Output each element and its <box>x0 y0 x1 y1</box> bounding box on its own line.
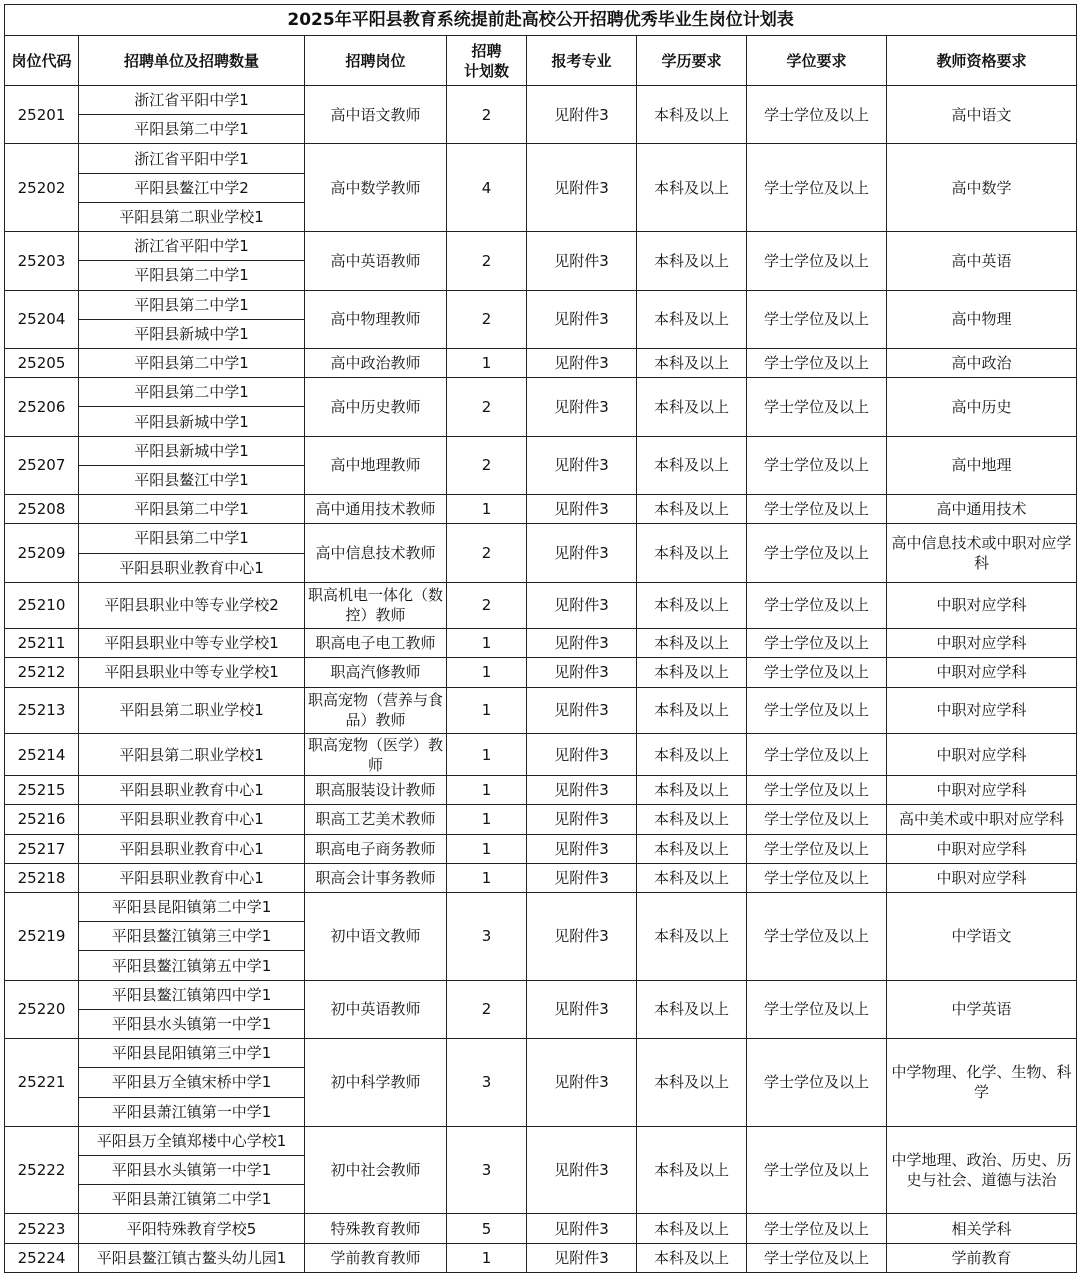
cell-code: 25206 <box>5 378 79 436</box>
cell-degree: 学士学位及以上 <box>747 776 887 805</box>
cell-qualification: 高中信息技术或中职对应学科 <box>887 524 1077 582</box>
cell-count: 1 <box>447 495 527 524</box>
cell-unit: 平阳县第二中学1 <box>79 290 305 319</box>
cell-major: 见附件3 <box>527 1126 637 1214</box>
table-title: 2025年平阳县教育系统提前赴高校公开招聘优秀毕业生岗位计划表 <box>5 5 1077 36</box>
cell-count: 1 <box>447 687 527 733</box>
cell-major: 见附件3 <box>527 144 637 232</box>
cell-position: 职高宠物（营养与食品）教师 <box>305 687 447 733</box>
cell-degree: 学士学位及以上 <box>747 348 887 377</box>
cell-unit: 浙江省平阳中学1 <box>79 232 305 261</box>
cell-count: 4 <box>447 144 527 232</box>
cell-major: 见附件3 <box>527 86 637 144</box>
cell-position: 职高机电一体化（数控）教师 <box>305 582 447 628</box>
recruitment-plan-table <box>4 4 1077 1273</box>
cell-code: 25212 <box>5 658 79 687</box>
table-row <box>5 436 1077 465</box>
cell-major: 见附件3 <box>527 290 637 348</box>
cell-count: 2 <box>447 524 527 582</box>
table-row <box>5 629 1077 658</box>
cell-unit: 平阳县万全镇郑楼中心学校1 <box>79 1126 305 1155</box>
cell-education: 本科及以上 <box>637 495 747 524</box>
cell-position: 高中数学教师 <box>305 144 447 232</box>
cell-unit: 平阳县万全镇宋桥中学1 <box>79 1068 305 1097</box>
cell-position: 特殊教育教师 <box>305 1214 447 1243</box>
cell-qualification: 中职对应学科 <box>887 658 1077 687</box>
cell-code: 25214 <box>5 733 79 775</box>
cell-unit: 平阳县第二中学1 <box>79 495 305 524</box>
table-row <box>5 980 1077 1009</box>
cell-position: 高中地理教师 <box>305 436 447 494</box>
cell-major: 见附件3 <box>527 582 637 628</box>
cell-degree: 学士学位及以上 <box>747 629 887 658</box>
cell-code: 25203 <box>5 232 79 290</box>
cell-education: 本科及以上 <box>637 658 747 687</box>
cell-code: 25221 <box>5 1039 79 1127</box>
cell-major: 见附件3 <box>527 658 637 687</box>
cell-unit: 平阳县水头镇第一中学1 <box>79 1156 305 1185</box>
cell-qualification: 中职对应学科 <box>887 629 1077 658</box>
cell-unit: 浙江省平阳中学1 <box>79 86 305 115</box>
header-plan-line1: 招聘 <box>471 41 502 60</box>
header-position: 招聘岗位 <box>305 36 447 86</box>
cell-qualification: 中职对应学科 <box>887 776 1077 805</box>
header-education: 学历要求 <box>637 36 747 86</box>
cell-degree: 学士学位及以上 <box>747 232 887 290</box>
cell-count: 2 <box>447 436 527 494</box>
table-row <box>5 1126 1077 1155</box>
cell-unit: 平阳县鳌江镇第四中学1 <box>79 980 305 1009</box>
cell-education: 本科及以上 <box>637 86 747 144</box>
cell-position: 高中物理教师 <box>305 290 447 348</box>
table-row <box>5 144 1077 173</box>
cell-count: 2 <box>447 980 527 1038</box>
cell-degree: 学士学位及以上 <box>747 980 887 1038</box>
cell-count: 2 <box>447 582 527 628</box>
cell-qualification: 中职对应学科 <box>887 582 1077 628</box>
cell-education: 本科及以上 <box>637 524 747 582</box>
cell-degree: 学士学位及以上 <box>747 1214 887 1243</box>
cell-education: 本科及以上 <box>637 582 747 628</box>
cell-position: 职高宠物（医学）教师 <box>305 733 447 775</box>
cell-unit: 平阳县职业教育中心1 <box>79 553 305 582</box>
cell-unit: 平阳县新城中学1 <box>79 319 305 348</box>
table-row <box>5 524 1077 553</box>
cell-code: 25209 <box>5 524 79 582</box>
cell-qualification: 中职对应学科 <box>887 733 1077 775</box>
cell-code: 25208 <box>5 495 79 524</box>
cell-unit: 平阳特殊教育学校5 <box>79 1214 305 1243</box>
cell-degree: 学士学位及以上 <box>747 1243 887 1272</box>
cell-count: 3 <box>447 893 527 981</box>
cell-unit: 平阳县第二中学1 <box>79 115 305 144</box>
cell-education: 本科及以上 <box>637 436 747 494</box>
table-row <box>5 805 1077 834</box>
cell-qualification: 学前教育 <box>887 1243 1077 1272</box>
cell-qualification: 高中美术或中职对应学科 <box>887 805 1077 834</box>
cell-degree: 学士学位及以上 <box>747 863 887 892</box>
cell-major: 见附件3 <box>527 893 637 981</box>
table-row <box>5 863 1077 892</box>
cell-position: 职高会计事务教师 <box>305 863 447 892</box>
cell-count: 1 <box>447 863 527 892</box>
cell-position: 高中通用技术教师 <box>305 495 447 524</box>
cell-unit: 平阳县昆阳镇第二中学1 <box>79 893 305 922</box>
cell-code: 25222 <box>5 1126 79 1214</box>
cell-qualification: 高中通用技术 <box>887 495 1077 524</box>
table-row <box>5 687 1077 733</box>
cell-unit: 平阳县新城中学1 <box>79 407 305 436</box>
cell-code: 25219 <box>5 893 79 981</box>
cell-count: 2 <box>447 232 527 290</box>
cell-education: 本科及以上 <box>637 893 747 981</box>
cell-unit: 平阳县职业教育中心1 <box>79 805 305 834</box>
cell-qualification: 高中政治 <box>887 348 1077 377</box>
cell-degree: 学士学位及以上 <box>747 144 887 232</box>
cell-major: 见附件3 <box>527 1243 637 1272</box>
cell-education: 本科及以上 <box>637 378 747 436</box>
header-code: 岗位代码 <box>5 36 79 86</box>
cell-education: 本科及以上 <box>637 1039 747 1127</box>
cell-qualification: 中职对应学科 <box>887 687 1077 733</box>
cell-position: 职高电子商务教师 <box>305 834 447 863</box>
cell-count: 1 <box>447 834 527 863</box>
cell-qualification: 高中英语 <box>887 232 1077 290</box>
cell-major: 见附件3 <box>527 776 637 805</box>
cell-degree: 学士学位及以上 <box>747 687 887 733</box>
cell-unit: 平阳县萧江镇第一中学1 <box>79 1097 305 1126</box>
cell-education: 本科及以上 <box>637 144 747 232</box>
cell-qualification: 中学语文 <box>887 893 1077 981</box>
cell-major: 见附件3 <box>527 232 637 290</box>
cell-code: 25213 <box>5 687 79 733</box>
cell-code: 25220 <box>5 980 79 1038</box>
cell-unit: 平阳县职业教育中心1 <box>79 776 305 805</box>
table-row <box>5 1039 1077 1068</box>
cell-unit: 平阳县鳌江中学1 <box>79 465 305 494</box>
cell-education: 本科及以上 <box>637 687 747 733</box>
cell-qualification: 高中物理 <box>887 290 1077 348</box>
table-row <box>5 582 1077 628</box>
cell-education: 本科及以上 <box>637 1243 747 1272</box>
cell-count: 3 <box>447 1126 527 1214</box>
cell-code: 25217 <box>5 834 79 863</box>
cell-qualification: 高中历史 <box>887 378 1077 436</box>
cell-degree: 学士学位及以上 <box>747 495 887 524</box>
cell-major: 见附件3 <box>527 348 637 377</box>
table-row <box>5 290 1077 319</box>
header-plan-line2: 计划数 <box>463 61 509 80</box>
cell-count: 5 <box>447 1214 527 1243</box>
cell-position: 高中政治教师 <box>305 348 447 377</box>
cell-code: 25201 <box>5 86 79 144</box>
cell-unit: 平阳县职业中等专业学校1 <box>79 629 305 658</box>
cell-code: 25204 <box>5 290 79 348</box>
cell-degree: 学士学位及以上 <box>747 733 887 775</box>
cell-position: 职高服装设计教师 <box>305 776 447 805</box>
cell-education: 本科及以上 <box>637 348 747 377</box>
cell-major: 见附件3 <box>527 495 637 524</box>
cell-code: 25224 <box>5 1243 79 1272</box>
cell-degree: 学士学位及以上 <box>747 658 887 687</box>
cell-education: 本科及以上 <box>637 805 747 834</box>
cell-education: 本科及以上 <box>637 776 747 805</box>
cell-count: 1 <box>447 658 527 687</box>
table-row <box>5 733 1077 775</box>
cell-degree: 学士学位及以上 <box>747 1126 887 1214</box>
cell-major: 见附件3 <box>527 687 637 733</box>
cell-position: 初中科学教师 <box>305 1039 447 1127</box>
cell-code: 25215 <box>5 776 79 805</box>
cell-qualification: 相关学科 <box>887 1214 1077 1243</box>
cell-major: 见附件3 <box>527 629 637 658</box>
cell-unit: 平阳县新城中学1 <box>79 436 305 465</box>
cell-degree: 学士学位及以上 <box>747 290 887 348</box>
cell-degree: 学士学位及以上 <box>747 805 887 834</box>
cell-qualification: 高中数学 <box>887 144 1077 232</box>
table-row <box>5 893 1077 922</box>
cell-degree: 学士学位及以上 <box>747 378 887 436</box>
cell-position: 初中语文教师 <box>305 893 447 981</box>
cell-unit: 平阳县萧江镇第二中学1 <box>79 1185 305 1214</box>
cell-major: 见附件3 <box>527 1039 637 1127</box>
cell-qualification: 中职对应学科 <box>887 863 1077 892</box>
cell-education: 本科及以上 <box>637 863 747 892</box>
cell-major: 见附件3 <box>527 524 637 582</box>
table-row <box>5 658 1077 687</box>
cell-count: 1 <box>447 776 527 805</box>
header-plan <box>447 36 527 86</box>
table-row <box>5 378 1077 407</box>
cell-qualification: 中职对应学科 <box>887 834 1077 863</box>
cell-qualification: 中学物理、化学、生物、科学 <box>887 1039 1077 1127</box>
cell-position: 高中信息技术教师 <box>305 524 447 582</box>
table-body <box>5 86 1077 1273</box>
table-row <box>5 348 1077 377</box>
cell-unit: 平阳县第二职业学校1 <box>79 733 305 775</box>
cell-education: 本科及以上 <box>637 232 747 290</box>
cell-degree: 学士学位及以上 <box>747 436 887 494</box>
cell-degree: 学士学位及以上 <box>747 893 887 981</box>
cell-count: 1 <box>447 348 527 377</box>
cell-position: 学前教育教师 <box>305 1243 447 1272</box>
cell-education: 本科及以上 <box>637 290 747 348</box>
cell-major: 见附件3 <box>527 980 637 1038</box>
cell-unit: 浙江省平阳中学1 <box>79 144 305 173</box>
cell-major: 见附件3 <box>527 378 637 436</box>
cell-education: 本科及以上 <box>637 1214 747 1243</box>
cell-education: 本科及以上 <box>637 834 747 863</box>
cell-position: 职高汽修教师 <box>305 658 447 687</box>
cell-qualification: 高中语文 <box>887 86 1077 144</box>
table-row <box>5 232 1077 261</box>
cell-code: 25218 <box>5 863 79 892</box>
cell-count: 3 <box>447 1039 527 1127</box>
cell-unit: 平阳县职业中等专业学校1 <box>79 658 305 687</box>
table-row <box>5 834 1077 863</box>
cell-education: 本科及以上 <box>637 629 747 658</box>
cell-qualification: 高中地理 <box>887 436 1077 494</box>
cell-position: 高中历史教师 <box>305 378 447 436</box>
cell-code: 25216 <box>5 805 79 834</box>
cell-education: 本科及以上 <box>637 980 747 1038</box>
cell-count: 1 <box>447 805 527 834</box>
table-row <box>5 776 1077 805</box>
cell-code: 25210 <box>5 582 79 628</box>
cell-degree: 学士学位及以上 <box>747 582 887 628</box>
cell-qualification: 中学英语 <box>887 980 1077 1038</box>
cell-unit: 平阳县昆阳镇第三中学1 <box>79 1039 305 1068</box>
cell-unit: 平阳县第二中学1 <box>79 378 305 407</box>
cell-education: 本科及以上 <box>637 733 747 775</box>
cell-count: 2 <box>447 378 527 436</box>
cell-major: 见附件3 <box>527 863 637 892</box>
table-row <box>5 86 1077 115</box>
cell-major: 见附件3 <box>527 805 637 834</box>
cell-position: 职高工艺美术教师 <box>305 805 447 834</box>
cell-qualification: 中学地理、政治、历史、历史与社会、道德与法治 <box>887 1126 1077 1214</box>
cell-degree: 学士学位及以上 <box>747 86 887 144</box>
cell-position: 高中语文教师 <box>305 86 447 144</box>
cell-position: 高中英语教师 <box>305 232 447 290</box>
header-major: 报考专业 <box>527 36 637 86</box>
cell-major: 见附件3 <box>527 1214 637 1243</box>
cell-unit: 平阳县第二中学1 <box>79 261 305 290</box>
header-degree: 学位要求 <box>747 36 887 86</box>
cell-major: 见附件3 <box>527 834 637 863</box>
cell-unit: 平阳县职业教育中心1 <box>79 863 305 892</box>
cell-count: 1 <box>447 733 527 775</box>
cell-unit: 平阳县鳌江镇古鳌头幼儿园1 <box>79 1243 305 1272</box>
cell-unit: 平阳县职业教育中心1 <box>79 834 305 863</box>
table-row <box>5 1243 1077 1272</box>
cell-unit: 平阳县鳌江镇第三中学1 <box>79 922 305 951</box>
cell-unit: 平阳县第二中学1 <box>79 524 305 553</box>
cell-unit: 平阳县第二中学1 <box>79 348 305 377</box>
cell-count: 2 <box>447 86 527 144</box>
cell-degree: 学士学位及以上 <box>747 834 887 863</box>
cell-position: 初中英语教师 <box>305 980 447 1038</box>
header-row <box>5 36 1077 86</box>
cell-count: 1 <box>447 1243 527 1272</box>
header-units: 招聘单位及招聘数量 <box>79 36 305 86</box>
cell-major: 见附件3 <box>527 436 637 494</box>
cell-count: 1 <box>447 629 527 658</box>
cell-education: 本科及以上 <box>637 1126 747 1214</box>
cell-position: 初中社会教师 <box>305 1126 447 1214</box>
table-row <box>5 1214 1077 1243</box>
cell-unit: 平阳县第二职业学校1 <box>79 687 305 733</box>
cell-code: 25211 <box>5 629 79 658</box>
cell-major: 见附件3 <box>527 733 637 775</box>
cell-degree: 学士学位及以上 <box>747 524 887 582</box>
header-qualification: 教师资格要求 <box>887 36 1077 86</box>
cell-degree: 学士学位及以上 <box>747 1039 887 1127</box>
cell-code: 25223 <box>5 1214 79 1243</box>
cell-unit: 平阳县水头镇第一中学1 <box>79 1009 305 1038</box>
cell-count: 2 <box>447 290 527 348</box>
cell-code: 25207 <box>5 436 79 494</box>
cell-unit: 平阳县鳌江镇第五中学1 <box>79 951 305 980</box>
cell-code: 25205 <box>5 348 79 377</box>
cell-unit: 平阳县第二职业学校1 <box>79 202 305 231</box>
table-row <box>5 495 1077 524</box>
cell-code: 25202 <box>5 144 79 232</box>
cell-unit: 平阳县鳌江中学2 <box>79 173 305 202</box>
cell-position: 职高电子电工教师 <box>305 629 447 658</box>
cell-unit: 平阳县职业中等专业学校2 <box>79 582 305 628</box>
